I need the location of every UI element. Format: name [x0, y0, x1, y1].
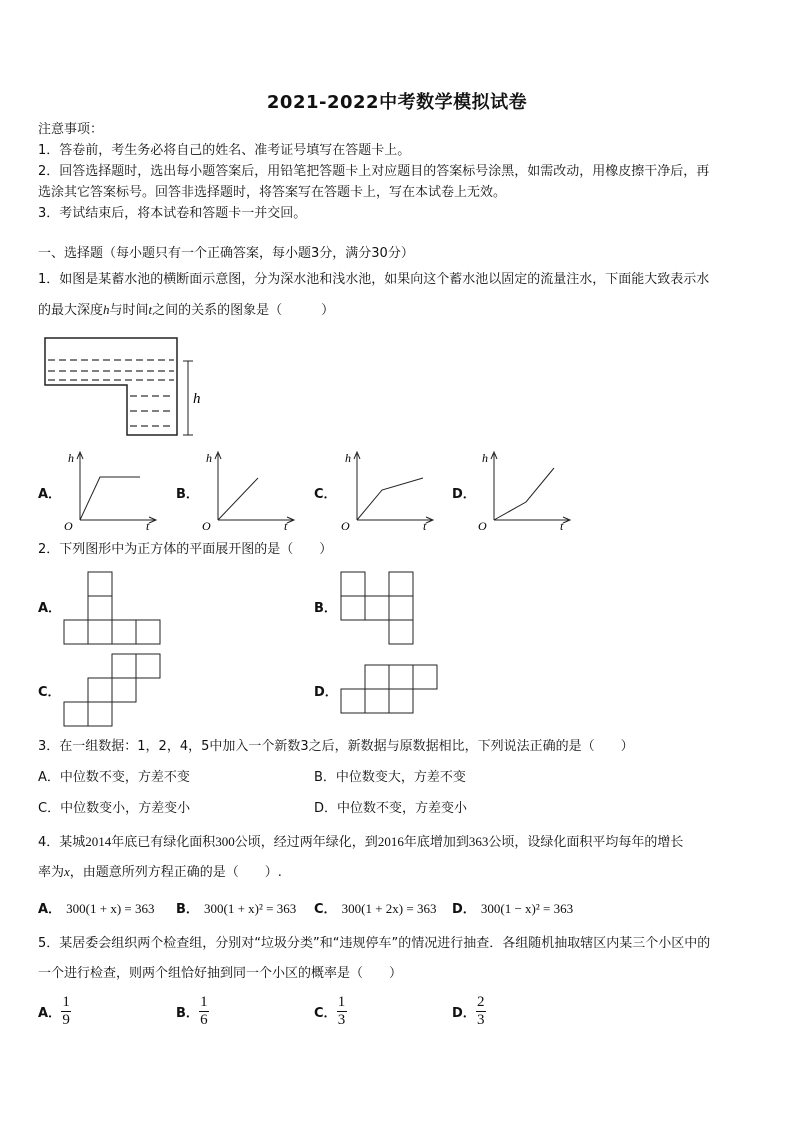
q4-option-a[interactable]: A． 300(1 + x) = 363: [38, 901, 155, 917]
svg-text:t: t: [423, 519, 427, 533]
graph-a: [60, 450, 160, 532]
q1-text-2: 的最大深度h与时间t之间的关系的图象是（ ）: [38, 302, 335, 318]
net-a: [64, 572, 164, 644]
graph-c: [337, 450, 437, 532]
q1-option-b[interactable]: B．: [176, 487, 199, 502]
q4-option-d[interactable]: D． 300(1 − x)² = 363: [452, 901, 574, 917]
svg-text:O: O: [478, 519, 487, 533]
svg-text:h: h: [206, 451, 212, 465]
svg-text:h: h: [345, 451, 351, 465]
q5-text: 5．某居委会组织两个检查组，分别对“垃圾分类”和“违规停车”的情况进行抽查．各组随机抽取辖区内某三个小区中的: [38, 936, 711, 951]
svg-text:O: O: [64, 519, 73, 533]
net-d: [341, 665, 441, 715]
fraction: $\frac{1}{9}$: [62, 994, 70, 1028]
q3-option-d[interactable]: D．中位数不变，方差变小: [314, 801, 468, 816]
svg-text:O: O: [341, 519, 350, 533]
fraction: $\frac{1}{6}$: [200, 994, 208, 1028]
svg-text:t: t: [284, 519, 288, 533]
q1-text: 1．如图是某蓄水池的横断面示意图，分为深水池和浅水池，如果向这个蓄水池以固定的流量注水，下面能大致表示水: [38, 272, 710, 287]
net-c: [64, 654, 164, 726]
fraction: $\frac{1}{3}$: [337, 994, 346, 1028]
q4-text-2: 率为x，由题意所列方程正确的是（ ）.: [38, 864, 282, 880]
notice-item: 1．答卷前，考生务必将自己的姓名、准考证号填写在答题卡上。: [38, 143, 411, 158]
svg-text:O: O: [202, 519, 211, 533]
q5-text-2: 一个进行检查，则两个组恰好抽到同一个小区的概率是（ ）: [38, 966, 403, 981]
section-heading: 一、选择题（每小题只有一个正确答案，每小题3分，满分30分）: [38, 246, 414, 261]
graph-b: [198, 450, 298, 532]
q4-option-c[interactable]: C． 300(1 + 2x) = 363: [314, 901, 437, 917]
equation: 300(1 + x)² = 363: [204, 901, 297, 916]
q5-option-c[interactable]: C． $\frac{1}{3}$: [314, 994, 346, 1028]
svg-text:h: h: [482, 451, 488, 465]
q3-text: 3．在一组数据：1，2，4，5中加入一个新数3之后，新数据与原数据相比，下列说法正确的是（ ）: [38, 739, 634, 754]
q1-option-a[interactable]: A．: [38, 487, 62, 502]
q2-option-a[interactable]: A．: [38, 601, 62, 616]
equation: 300(1 + x) = 363: [66, 901, 155, 916]
q5-option-a[interactable]: A． $\frac{1}{9}$: [38, 994, 70, 1028]
q3-option-c[interactable]: C．中位数变小，方差变小: [38, 801, 191, 816]
notice-item: 选涂其它答案标号。回答非选择题时，将答案写在答题卡上，写在本试卷上无效。: [38, 185, 507, 200]
q2-option-d[interactable]: D．: [314, 685, 338, 700]
fraction: $\frac{2}{3}$: [477, 994, 485, 1028]
q3-option-a[interactable]: A．中位数不变，方差不变: [38, 770, 190, 785]
q2-option-b[interactable]: B．: [314, 601, 337, 616]
pool-diagram: [40, 333, 210, 443]
equation: 300(1 + 2x) = 363: [341, 901, 437, 916]
svg-text:t: t: [560, 519, 564, 533]
q5-option-b[interactable]: B． $\frac{1}{6}$: [176, 994, 208, 1028]
notice-item: 2．回答选择题时，选出每小题答案后，用铅笔把答题卡上对应题目的答案标号涂黑，如需改动，用橡皮擦干净后，再: [38, 164, 710, 179]
q3-option-b[interactable]: B．中位数变大，方差不变: [314, 770, 466, 785]
q1-option-c[interactable]: C．: [314, 487, 337, 502]
q5-option-d[interactable]: D． $\frac{2}{3}$: [452, 994, 485, 1028]
q1-option-d[interactable]: D．: [452, 487, 476, 502]
svg-text:h: h: [68, 451, 74, 465]
q2-text: 2．下列图形中为正方体的平面展开图的是（ ）: [38, 542, 333, 557]
net-b: [341, 572, 415, 644]
notice-heading: 注意事项：: [38, 122, 104, 137]
svg-text:t: t: [146, 519, 150, 533]
notice-item: 3．考试结束后，将本试卷和答题卡一并交回。: [38, 206, 307, 221]
q4-text: 4．某城2014年底已有绿化面积300公顷，经过两年绿化，到2016年底增加到363公顷，设绿化面积平均每年的增长: [38, 834, 684, 850]
page-title: 2021-2022中考数学模拟试卷: [266, 92, 528, 113]
graph-d: [474, 450, 574, 532]
equation: 300(1 − x)² = 363: [480, 901, 574, 916]
pool-h-label: h: [193, 391, 201, 407]
q4-option-b[interactable]: B． 300(1 + x)² = 363: [176, 901, 297, 917]
q2-option-c[interactable]: C．: [38, 685, 61, 700]
